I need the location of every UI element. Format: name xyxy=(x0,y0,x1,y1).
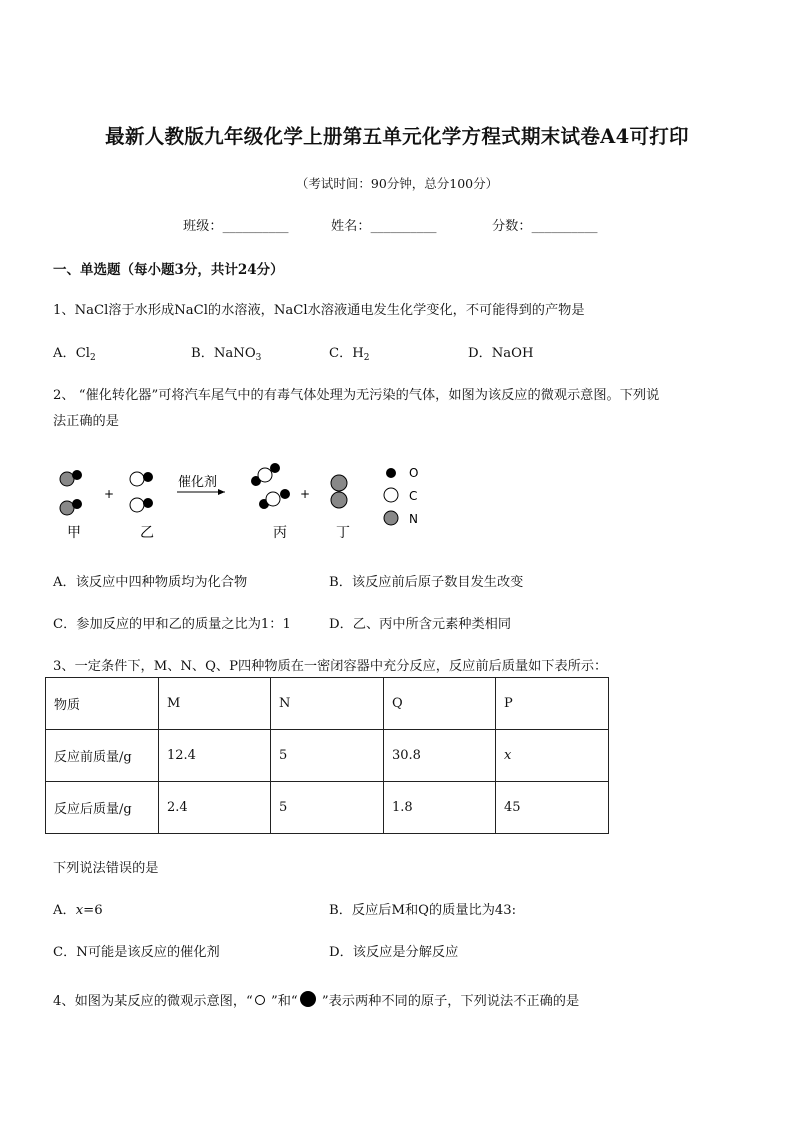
table-cell: 5 xyxy=(271,730,384,782)
atom-legend xyxy=(384,466,418,526)
q1-option-c: C．$H_2$ xyxy=(329,346,370,363)
question-2-stem-line1: 2、 “催化转化器”可将汽车尾气中的有毒气体处理为无污染的气体，如图为该反应的微观示意图。下列说 xyxy=(53,388,660,403)
table-cell: 45 xyxy=(496,782,609,834)
label-jia: 甲 xyxy=(67,525,81,541)
legend-nitrogen-icon xyxy=(384,511,398,525)
q2-option-b: B．该反应前后原子数目发生改变 xyxy=(329,575,524,590)
nitrogen-atom xyxy=(331,475,347,491)
nitrogen-atom xyxy=(60,501,74,515)
q2-option-d: D．乙、丙中所含元素种类相同 xyxy=(329,617,512,632)
table-header-row xyxy=(46,678,609,730)
section-heading: 一、单选题（每小题3分，共计24分） xyxy=(53,262,284,278)
oxygen-atom xyxy=(281,490,290,499)
table-cell: 30.8 xyxy=(384,730,496,782)
label-ding: 丁 xyxy=(336,525,350,541)
score-field: 分数：__________ xyxy=(492,219,598,234)
nitrogen-atom xyxy=(331,492,347,508)
carbon-atom xyxy=(266,492,280,506)
table-header-cell: Q xyxy=(384,678,496,730)
table-cell: 12.4 xyxy=(159,730,271,782)
class-field: 班级：__________ xyxy=(183,219,289,234)
table-header-cell: M xyxy=(159,678,271,730)
table-row xyxy=(46,730,609,782)
table-header-cell: N xyxy=(271,678,384,730)
mass-table xyxy=(45,677,609,834)
plus-sign-2: + xyxy=(300,487,311,501)
oxygen-atom xyxy=(144,499,153,508)
white-atom-icon xyxy=(253,994,267,1006)
q3-option-a: A．x=6 xyxy=(53,903,103,918)
black-atom-icon xyxy=(298,990,318,1008)
q2-option-a: A．该反应中四种物质均为化合物 xyxy=(53,575,248,590)
table-cell: 5 xyxy=(271,782,384,834)
oxygen-atom xyxy=(73,500,82,509)
question-4-stem: 4、如图为某反应的微观示意图，“ ”和“ ”表示两种不同的原子，下列说法不正确的是 xyxy=(53,990,579,1009)
legend-carbon-icon xyxy=(384,488,398,502)
reaction-micro-diagram xyxy=(0,455,794,550)
catalyst-label: 催化剂 xyxy=(178,475,218,490)
oxygen-atom xyxy=(144,473,153,482)
product-bing-molecules xyxy=(252,464,290,509)
nitrogen-atom xyxy=(60,472,74,486)
table-header-cell: 物质 xyxy=(46,678,159,730)
page-title: 最新人教版九年级化学上册第五单元化学方程式期末试卷A4可打印 xyxy=(105,125,689,148)
table-row xyxy=(46,782,609,834)
legend-oxygen-label: O xyxy=(409,466,419,480)
table-cell: 1.8 xyxy=(384,782,496,834)
question-2-stem-line2: 法正确的是 xyxy=(53,414,119,429)
label-yi: 乙 xyxy=(140,525,154,541)
plus-sign-1: + xyxy=(104,487,115,501)
legend-nitrogen-label: N xyxy=(409,512,418,526)
q1-option-a: A．$Cl_2$ xyxy=(53,346,96,363)
arrow-head-icon xyxy=(218,489,225,495)
reactant-jia-molecules xyxy=(60,471,82,516)
q3-option-c: C．N可能是该反应的催化剂 xyxy=(53,945,220,960)
table-header-cell: P xyxy=(496,678,609,730)
carbon-atom xyxy=(130,472,144,486)
carbon-atom xyxy=(130,498,144,512)
legend-oxygen-icon xyxy=(387,469,396,478)
oxygen-atom xyxy=(271,464,280,473)
q2-option-c: C．参加反应的甲和乙的质量之比为1：1 xyxy=(53,617,291,632)
product-ding-molecule xyxy=(331,475,347,508)
table-cell: x xyxy=(496,730,609,782)
table-cell: 反应前质量/g xyxy=(46,730,159,782)
q1-option-d: D．NaOH xyxy=(468,346,534,361)
q3-option-d: D．该反应是分解反应 xyxy=(329,945,459,960)
table-cell: 2.4 xyxy=(159,782,271,834)
question-1-stem: 1、NaCl溶于水形成NaCl的水溶液，NaCl水溶液通电发生化学变化，不可能得到的产物是 xyxy=(53,303,585,318)
legend-carbon-label: C xyxy=(409,489,418,503)
q1-option-b: B．NaNO$_3$ xyxy=(191,346,262,363)
label-bing: 丙 xyxy=(273,525,287,541)
question-3-stem: 3、一定条件下，M、N、Q、P四种物质在一密闭容器中充分反应，反应前后质量如下表所示： xyxy=(53,659,608,674)
exam-info: （考试时间：90分钟，总分100分） xyxy=(295,176,499,191)
table-cell: 反应后质量/g xyxy=(46,782,159,834)
carbon-atom xyxy=(258,468,272,482)
q3-option-b: B．反应后M和Q的质量比为43: xyxy=(329,903,517,918)
question-3-prompt: 下列说法错误的是 xyxy=(53,861,159,876)
name-field: 姓名：__________ xyxy=(331,219,437,234)
reactant-yi-molecules xyxy=(130,472,153,512)
oxygen-atom xyxy=(73,471,82,480)
